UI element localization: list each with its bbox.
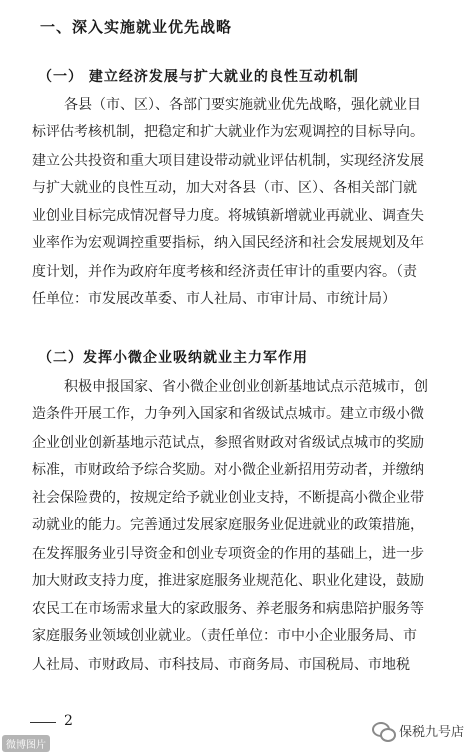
paragraph-line: 农民工在市场需求量大的家政服务、养老服务和病患陪护服务等 <box>32 601 424 617</box>
paragraph-line: 加大财政支持力度，推进家庭服务业规范化、职业化建设，鼓励 <box>32 573 424 589</box>
weibo-watermark: 微博图片 <box>2 735 50 752</box>
paragraph-line: 社会保险费的，按规定给予就业创业支持，不断提高小微企业带 <box>32 490 424 506</box>
footer-dash <box>30 722 56 723</box>
paragraph-line: 标评估考核机制，把稳定和扩大就业作为宏观调控的目标导向。 <box>32 124 424 140</box>
paragraph-line: 业率作为宏观调控重要指标，纳入国民经济和社会发展规划及年 <box>32 235 424 251</box>
paragraph-line: 各县（市、区）、各部门要实施就业优先战略，强化就业目 <box>64 97 421 113</box>
paragraph-line: 企业创业创新基地示范试点，参照省财政对省级试点城市的奖励 <box>32 435 424 451</box>
paragraph-line: 在发挥服务业引导资金和创业专项资金的作用的基础上，进一步 <box>32 546 424 562</box>
paragraph-line: 人社局、市财政局、市科技局、市商务局、市国税局、市地税 <box>32 657 410 673</box>
subsection-heading-1: （一） 建立经济发展与扩大就业的良性互动机制 <box>38 69 359 85</box>
paragraph-line: 度计划，并作为政府年度考核和经济责任审计的重要内容。（责 <box>32 264 417 280</box>
watermark-text: 保税九号店 <box>398 725 464 740</box>
paragraph-line: 建立公共投资和重大项目建设带动就业评估机制，实现经济发展 <box>32 153 424 169</box>
page-number: 2 <box>64 713 73 729</box>
paragraph-line: 标准，市财政给予综合奖励。对小微企业新招用劳动者，并缴纳 <box>32 462 424 478</box>
paragraph-line: 造条件开展工作，力争列入国家和省级试点城市。建立市级小微 <box>32 406 424 422</box>
wechat-icon <box>372 722 394 740</box>
section-heading: 一、深入实施就业优先战略 <box>40 18 233 36</box>
paragraph-line: 与扩大就业的良性互动，加大对各县（市、区）、各相关部门就 <box>32 180 417 196</box>
paragraph-line: 积极申报国家、省小微企业创业创新基地试点示范城市，创 <box>64 379 428 395</box>
wechat-watermark <box>366 718 470 743</box>
subsection-heading-2: （二）发挥小微企业吸纳就业主力军作用 <box>38 350 308 366</box>
paragraph-line: 业创业目标完成情况督导力度。将城镇新增就业再就业、调查失 <box>32 208 424 224</box>
paragraph-line: 家庭服务业领域创业就业。（责任单位：市中小企业服务局、市 <box>32 628 417 644</box>
paragraph-line: 任单位：市发展改革委、市人社局、市审计局、市统计局） <box>32 291 396 307</box>
paragraph-line: 动就业的能力。完善通过发展家庭服务业促进就业的政策措施， <box>32 517 424 533</box>
